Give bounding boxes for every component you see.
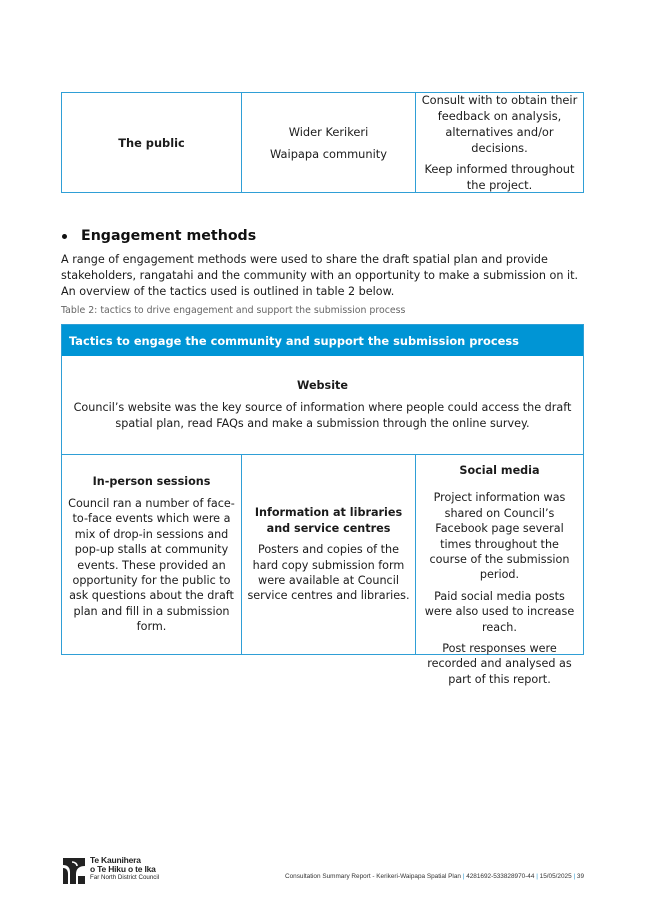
- footer-separator: |: [573, 873, 576, 880]
- social-media-heading: Social media: [459, 464, 540, 477]
- libraries-heading: Information at libraries and service centres: [254, 506, 403, 535]
- in-person-heading: In-person sessions: [92, 475, 211, 489]
- logo-line: o Te Hiku o te Ika: [90, 864, 156, 874]
- social-media-text: Paid social media posts were also used to increase reach.: [424, 589, 575, 634]
- footer-date: 15/05/2025: [539, 873, 572, 880]
- website-heading: Website: [297, 379, 348, 392]
- logo-line: Far North District Council: [90, 874, 160, 881]
- tactics-table: [61, 324, 584, 686]
- stakeholder-group-cell: [62, 93, 242, 192]
- approach-text: Keep informed throughout the project.: [424, 162, 575, 192]
- audience-item: Waipapa community: [270, 146, 387, 161]
- page-number: 39: [576, 873, 584, 880]
- bullet-icon: [62, 234, 67, 239]
- in-person-text: Council ran a number of face-to-face events which were a mix of drop-in sessions and pop-up stalls at community events. These provided an opportunity for the public to ask questions about the draft plan and fill in a submission form.: [68, 496, 235, 634]
- website-cell: [62, 356, 583, 455]
- stakeholder-group: The public: [118, 135, 185, 150]
- tactics-table-header: Tactics to engage the community and support the submission process: [62, 325, 583, 356]
- approach-text: Consult with to obtain their feedback on analysis, alternatives and/or decisions.: [421, 93, 578, 155]
- page-footer: [285, 873, 584, 880]
- in-person-cell: [62, 455, 242, 654]
- section-heading: [62, 228, 256, 244]
- footer-doc-title: Consultation Summary Report - Kerikeri-Waipapa Spatial Plan: [285, 873, 461, 880]
- social-media-text: Project information was shared on Council’s Facebook page several times throughout the course of the submission period.: [429, 491, 570, 582]
- intro-paragraph: A range of engagement methods were used to share the draft spatial plan and provide stakeholders, rangatahi and the community with an opportunity to make a submission on it. An overview of the tactics used is outlined in table 2 below.: [61, 253, 579, 298]
- social-media-cell: [416, 455, 583, 686]
- logo-text: [90, 856, 159, 882]
- footer-separator: |: [462, 873, 465, 880]
- council-emblem-icon: [61, 856, 87, 886]
- tactics-row: [62, 455, 583, 686]
- footer-doc-id: 4281692-533828970-44: [466, 873, 535, 880]
- council-logo: [61, 856, 159, 886]
- audience-cell: [242, 93, 416, 192]
- social-media-text: Post responses were recorded and analysed as part of this report.: [427, 642, 572, 686]
- table-caption: Table 2: tactics to drive engagement and support the submission process: [61, 305, 406, 316]
- libraries-text: Posters and copies of the hard copy submission form were available at Council service centres and libraries.: [247, 543, 410, 603]
- footer-separator: |: [536, 873, 538, 880]
- audience-item: Wider Kerikeri: [288, 124, 369, 139]
- logo-line: Te Kaunihera: [90, 855, 141, 865]
- stakeholder-table: [61, 92, 584, 193]
- website-text: Council’s website was the key source of information where people could access the draft spatial plan, read FAQs and make a submission through the online survey.: [73, 401, 572, 430]
- section-title: Engagement methods: [81, 228, 257, 244]
- libraries-cell: [242, 455, 416, 654]
- approach-cell: [416, 93, 583, 192]
